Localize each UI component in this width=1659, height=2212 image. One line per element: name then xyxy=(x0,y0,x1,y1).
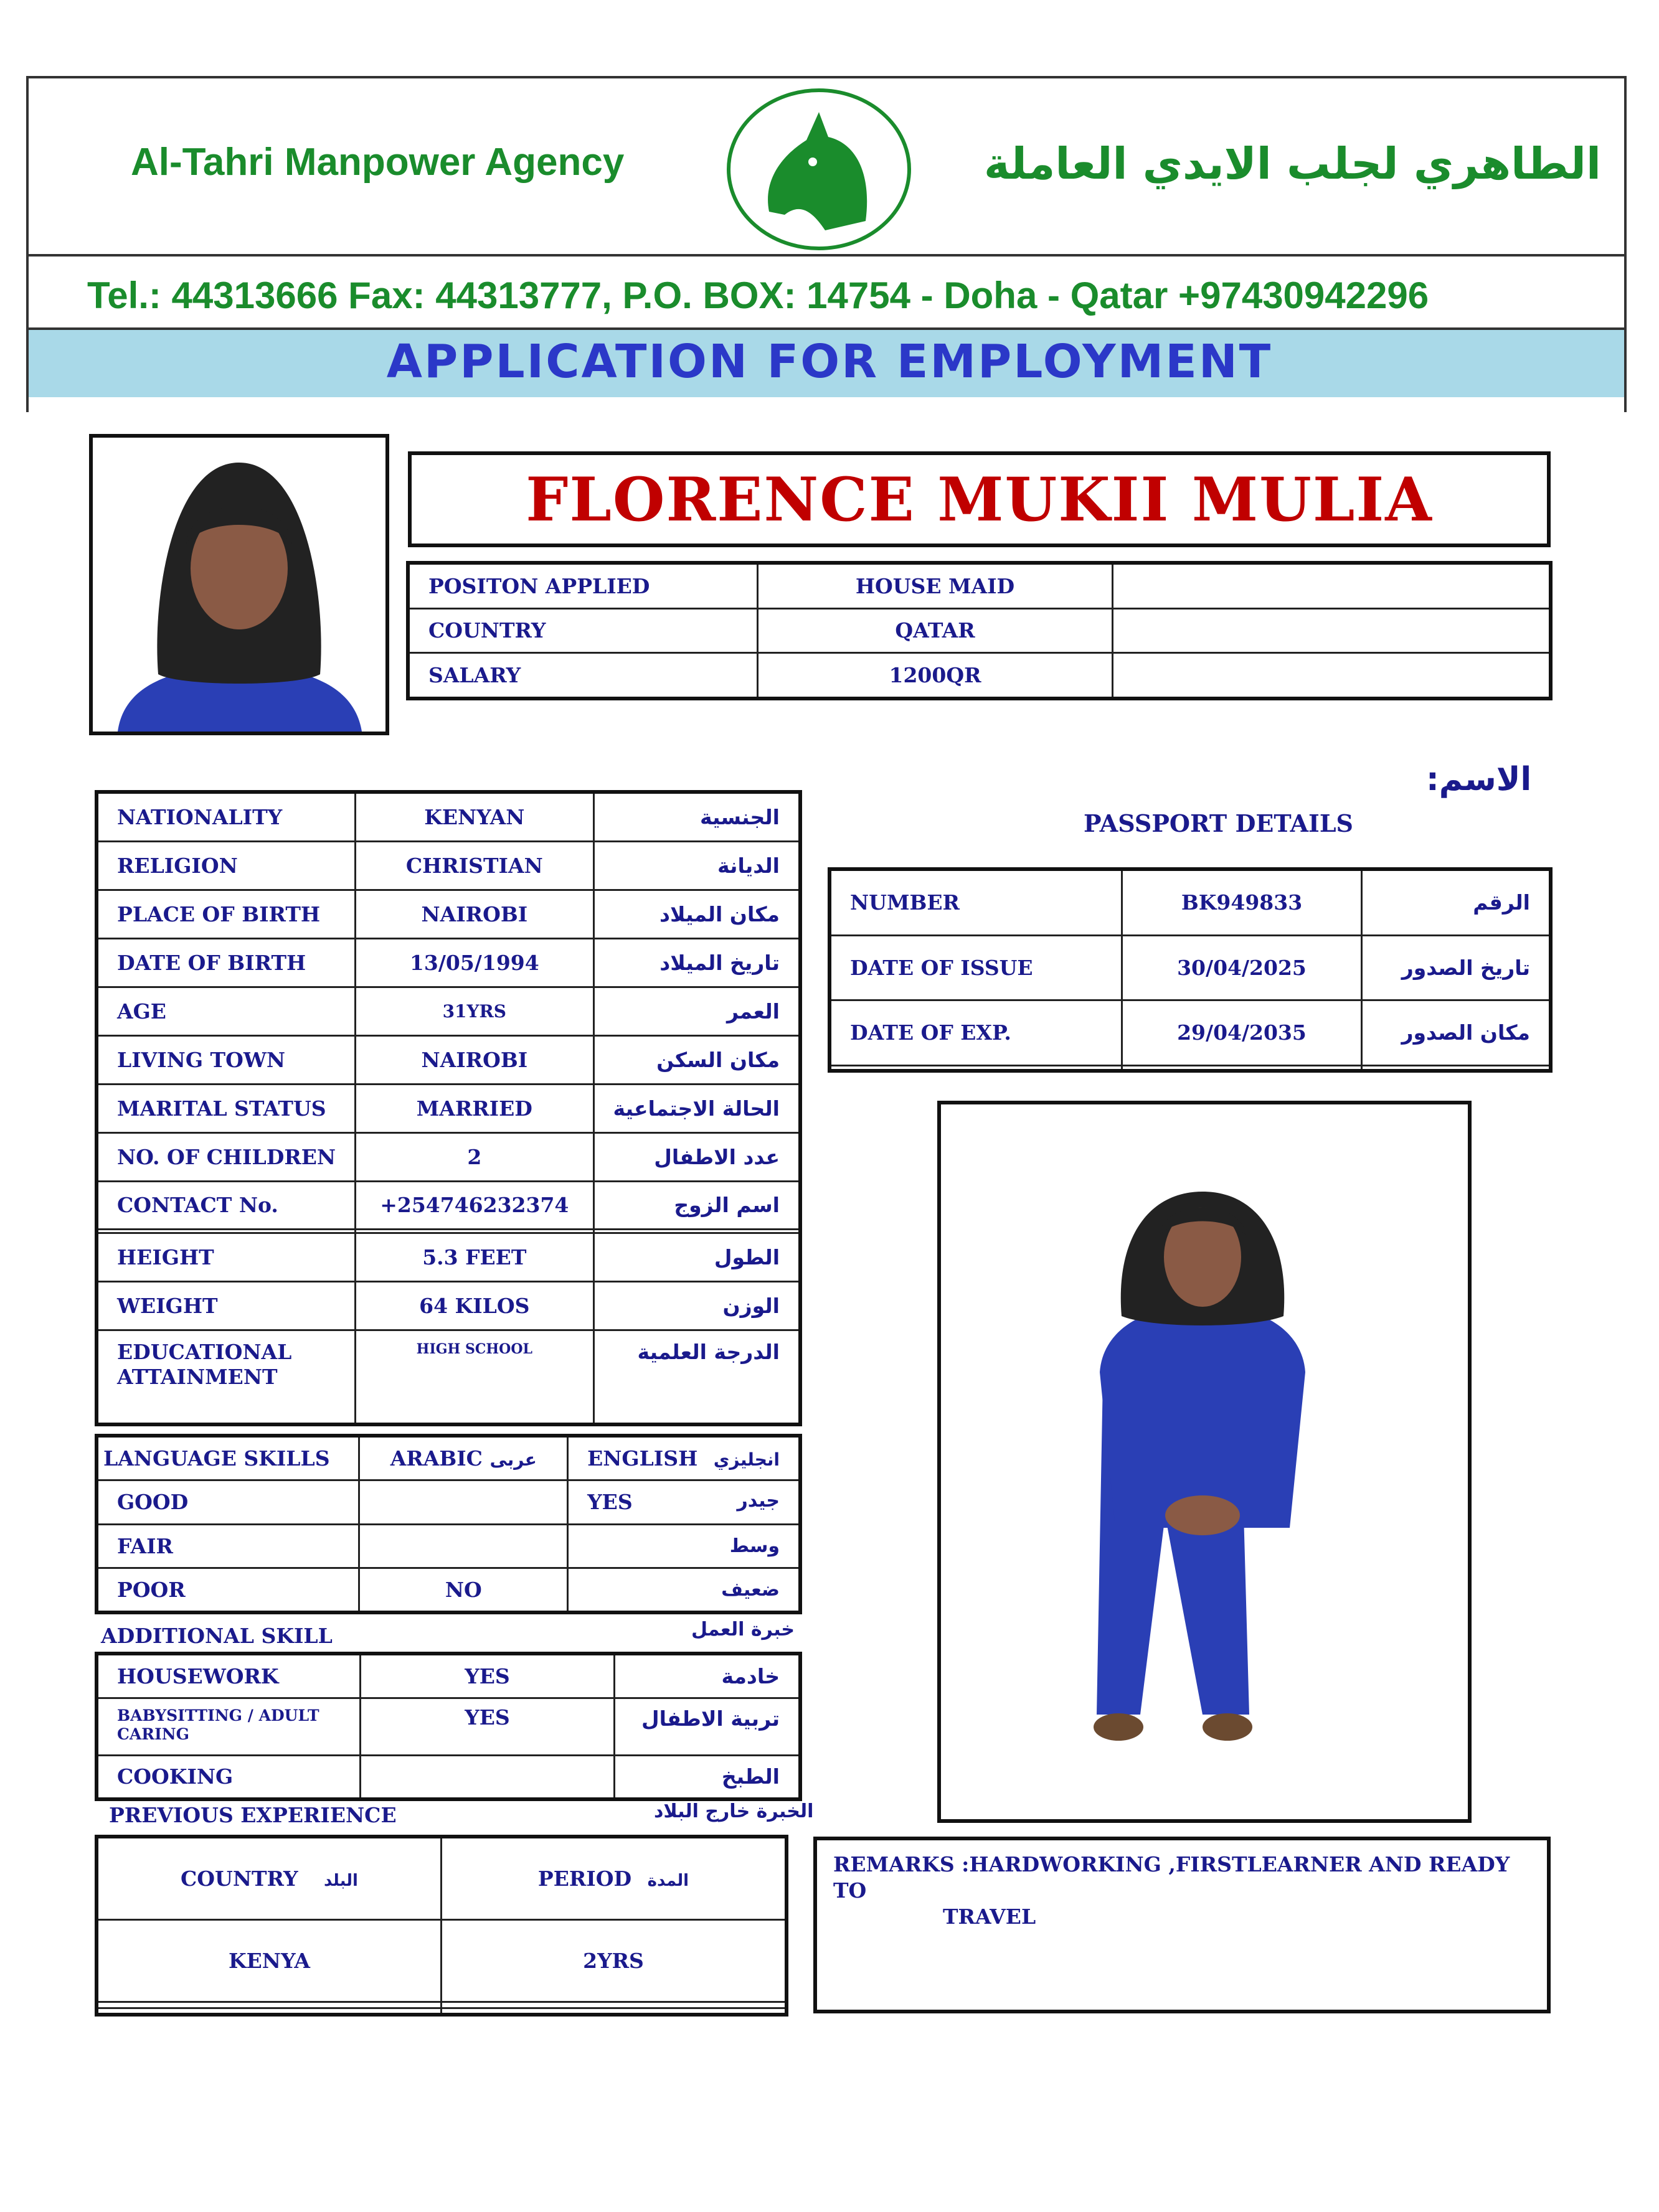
passport-table xyxy=(830,869,1551,1071)
full-body-photo-image xyxy=(941,1104,1468,1819)
passport-label-ar: الرقم xyxy=(1362,870,1550,936)
table-row xyxy=(98,1838,786,1920)
contact-info: Tel.: 44313666 Fax: 44313777, P.O. BOX: 14754 - Doha - Qatar +97430942296 xyxy=(87,275,1429,316)
table-row xyxy=(98,1755,800,1799)
agency-name-ar: الطاهري لجلب الايدي العاملة xyxy=(984,138,1601,189)
row-label: WEIGHT xyxy=(98,1281,356,1330)
experience-period xyxy=(442,2002,786,2008)
horse-head-logo-icon xyxy=(726,87,912,252)
english-level-value: YES xyxy=(587,1490,633,1515)
skill-level-label: POOR xyxy=(98,1568,359,1611)
row-label-ar: تاريخ الميلاد xyxy=(593,938,799,987)
passport-label-ar: تاريخ الصدور xyxy=(1362,935,1550,1000)
table-row xyxy=(98,1084,800,1132)
language-header-label: LANGUAGE SKILLS xyxy=(98,1437,359,1480)
passport-label: NUMBER xyxy=(831,870,1122,936)
empty-cell xyxy=(1113,608,1550,653)
salary-value: 1200QR xyxy=(758,653,1113,698)
country-value: QATAR xyxy=(758,608,1113,653)
table-row xyxy=(831,935,1550,1000)
passport-label xyxy=(831,1065,1122,1070)
empty-cell xyxy=(1113,564,1550,609)
row-label: NATIONALITY xyxy=(98,793,356,842)
table-row xyxy=(98,1132,800,1181)
passport-value: BK949833 xyxy=(1122,870,1362,936)
arabic-label: ARABIC xyxy=(390,1446,483,1471)
remarks-line-1: REMARKS :HARDWORKING ,FIRSTLEARNER AND READY TO xyxy=(833,1852,1510,1903)
row-value: HIGH SCHOOL xyxy=(356,1330,593,1424)
experience-table xyxy=(97,1837,787,2015)
skill-value: YES xyxy=(361,1655,615,1698)
agency-name-en: Al-Tahri Manpower Agency xyxy=(131,141,625,184)
period-header-label: PERIOD xyxy=(537,1866,632,1891)
skill-label: HOUSEWORK xyxy=(98,1655,361,1698)
skill-label-ar: خادمة xyxy=(615,1655,800,1698)
table-row xyxy=(98,1437,800,1480)
passport-label-ar xyxy=(1362,1065,1550,1070)
table-row xyxy=(409,653,1550,698)
row-value: 31YRS xyxy=(356,987,593,1035)
experience-country xyxy=(98,2008,442,2013)
table-row xyxy=(98,987,800,1035)
table-row xyxy=(98,1655,800,1698)
arabic-level-value: NO xyxy=(359,1568,568,1611)
salary-label: SALARY xyxy=(409,653,758,698)
arabic-level-value xyxy=(359,1524,568,1568)
passport-label: DATE OF EXP. xyxy=(831,1000,1122,1066)
arabic-label-ar: عربى xyxy=(489,1449,537,1471)
full-body-photo xyxy=(937,1101,1472,1823)
table-row xyxy=(98,1281,800,1330)
personal-details-table xyxy=(97,792,800,1424)
english-level-cell xyxy=(568,1480,800,1524)
passport-label-ar: مكان الصدور xyxy=(1362,1000,1550,1066)
additional-skill-heading-ar: خبرة العمل xyxy=(691,1619,795,1640)
english-label-ar: انجليزي xyxy=(713,1449,780,1471)
applicant-name: FLORENCE MUKII MULIA xyxy=(526,464,1433,535)
row-label-ar: الجنسية xyxy=(593,793,799,842)
table-row xyxy=(98,2002,786,2008)
applicant-name-box xyxy=(408,451,1551,547)
passport-value: 29/04/2035 xyxy=(1122,1000,1362,1066)
experience-period xyxy=(442,2008,786,2013)
table-row xyxy=(98,1568,800,1611)
row-value: 5.3 FEET xyxy=(356,1233,593,1282)
position-value: HOUSE MAID xyxy=(758,564,1113,609)
row-value: KENYAN xyxy=(356,793,593,842)
experience-country: KENYA xyxy=(98,1920,442,2002)
row-label-ar: الطول xyxy=(593,1233,799,1282)
table-row xyxy=(831,1000,1550,1066)
table-row xyxy=(831,1065,1550,1070)
table-row xyxy=(98,1524,800,1568)
country-header-label: COUNTRY xyxy=(181,1866,298,1891)
document-title: APPLICATION FOR EMPLOYMENT xyxy=(386,335,1273,388)
row-label: DATE OF BIRTH xyxy=(98,938,356,987)
skill-label: COOKING xyxy=(98,1755,361,1799)
country-column-header xyxy=(98,1838,442,1920)
table-row xyxy=(409,608,1550,653)
skill-level-ar: جيدر xyxy=(737,1490,780,1512)
experience-period: 2YRS xyxy=(442,1920,786,2002)
row-label-ar: عدد الاطفال xyxy=(593,1132,799,1181)
table-row xyxy=(98,1920,786,2002)
header-strip xyxy=(26,397,1627,412)
portrait-photo-image xyxy=(93,438,385,732)
skill-label-ar: تربية الاطفال xyxy=(615,1698,800,1755)
row-label: MARITAL STATUS xyxy=(98,1084,356,1132)
portrait-photo xyxy=(89,434,389,735)
table-row xyxy=(98,841,800,890)
skill-value xyxy=(361,1755,615,1799)
country-label: COUNTRY xyxy=(409,608,758,653)
table-row xyxy=(409,564,1550,609)
passport-label: DATE OF ISSUE xyxy=(831,935,1122,1000)
previous-experience-heading-ar: الخبرة خارج البلاد xyxy=(654,1800,814,1822)
skill-value: YES xyxy=(361,1698,615,1755)
row-value: MARRIED xyxy=(356,1084,593,1132)
position-table xyxy=(408,563,1551,699)
row-label: LIVING TOWN xyxy=(98,1035,356,1084)
additional-skills-table xyxy=(97,1654,800,1799)
position-label: POSITON APPLIED xyxy=(409,564,758,609)
row-value: 2 xyxy=(356,1132,593,1181)
english-level-cell xyxy=(568,1524,800,1568)
row-label-ar: الحالة الاجتماعية xyxy=(593,1084,799,1132)
row-label: AGE xyxy=(98,987,356,1035)
passport-value xyxy=(1122,1065,1362,1070)
row-label-ar: الدرجة العلمية xyxy=(593,1330,799,1424)
table-row xyxy=(98,793,800,842)
row-label: NO. OF CHILDREN xyxy=(98,1132,356,1181)
country-header-label-ar: البلد xyxy=(324,1871,358,1891)
english-column-header xyxy=(568,1437,800,1480)
row-label: EDUCATIONAL ATTAINMENT xyxy=(98,1330,356,1424)
skill-level-ar: ضعيف xyxy=(721,1578,780,1601)
skill-level-label: GOOD xyxy=(98,1480,359,1524)
previous-experience-heading: PREVIOUS EXPERIENCE xyxy=(109,1803,397,1827)
arabic-level-value xyxy=(359,1480,568,1524)
row-label: RELIGION xyxy=(98,841,356,890)
row-value: CHRISTIAN xyxy=(356,841,593,890)
row-label-ar: الديانة xyxy=(593,841,799,890)
row-value: 13/05/1994 xyxy=(356,938,593,987)
arabic-column-header xyxy=(359,1437,568,1480)
remarks-box xyxy=(813,1837,1551,2013)
passport-value: 30/04/2025 xyxy=(1122,935,1362,1000)
row-label: PLACE OF BIRTH xyxy=(98,890,356,938)
passport-heading: PASSPORT DETAILS xyxy=(1084,809,1353,837)
row-value: +254746232374 xyxy=(356,1181,593,1230)
row-label-ar: مكان الميلاد xyxy=(593,890,799,938)
row-label-ar: العمر xyxy=(593,987,799,1035)
table-row xyxy=(831,870,1550,936)
skill-level-label: FAIR xyxy=(98,1524,359,1568)
row-value: 64 KILOS xyxy=(356,1281,593,1330)
language-skills-table xyxy=(97,1436,800,1612)
period-column-header xyxy=(442,1838,786,1920)
additional-skill-heading: ADDITIONAL SKILL xyxy=(101,1624,333,1648)
table-row xyxy=(98,1480,800,1524)
english-label: ENGLISH xyxy=(587,1446,698,1471)
table-row xyxy=(98,1035,800,1084)
row-label-ar: الوزن xyxy=(593,1281,799,1330)
table-row xyxy=(98,890,800,938)
row-label-ar: اسم الزوج xyxy=(593,1181,799,1230)
row-value: NAIROBI xyxy=(356,890,593,938)
remarks-line-2: TRAVEL xyxy=(943,1904,1036,1929)
table-row xyxy=(98,938,800,987)
skill-label: BABYSITTING / ADULT CARING xyxy=(98,1698,361,1755)
table-row xyxy=(98,2008,786,2013)
skill-level-ar: وسط xyxy=(729,1535,780,1557)
empty-cell xyxy=(1113,653,1550,698)
table-row xyxy=(98,1181,800,1230)
name-label-ar: الاسم: xyxy=(1426,761,1532,798)
table-row xyxy=(98,1330,800,1424)
skill-label-ar: الطبخ xyxy=(615,1755,800,1799)
table-row xyxy=(98,1233,800,1282)
table-row xyxy=(98,1698,800,1755)
experience-country xyxy=(98,2002,442,2008)
row-label: HEIGHT xyxy=(98,1233,356,1282)
row-label-ar: مكان السكن xyxy=(593,1035,799,1084)
period-header-label-ar: المدة xyxy=(647,1871,689,1891)
row-value: NAIROBI xyxy=(356,1035,593,1084)
row-label: CONTACT No. xyxy=(98,1181,356,1230)
english-level-cell xyxy=(568,1568,800,1611)
